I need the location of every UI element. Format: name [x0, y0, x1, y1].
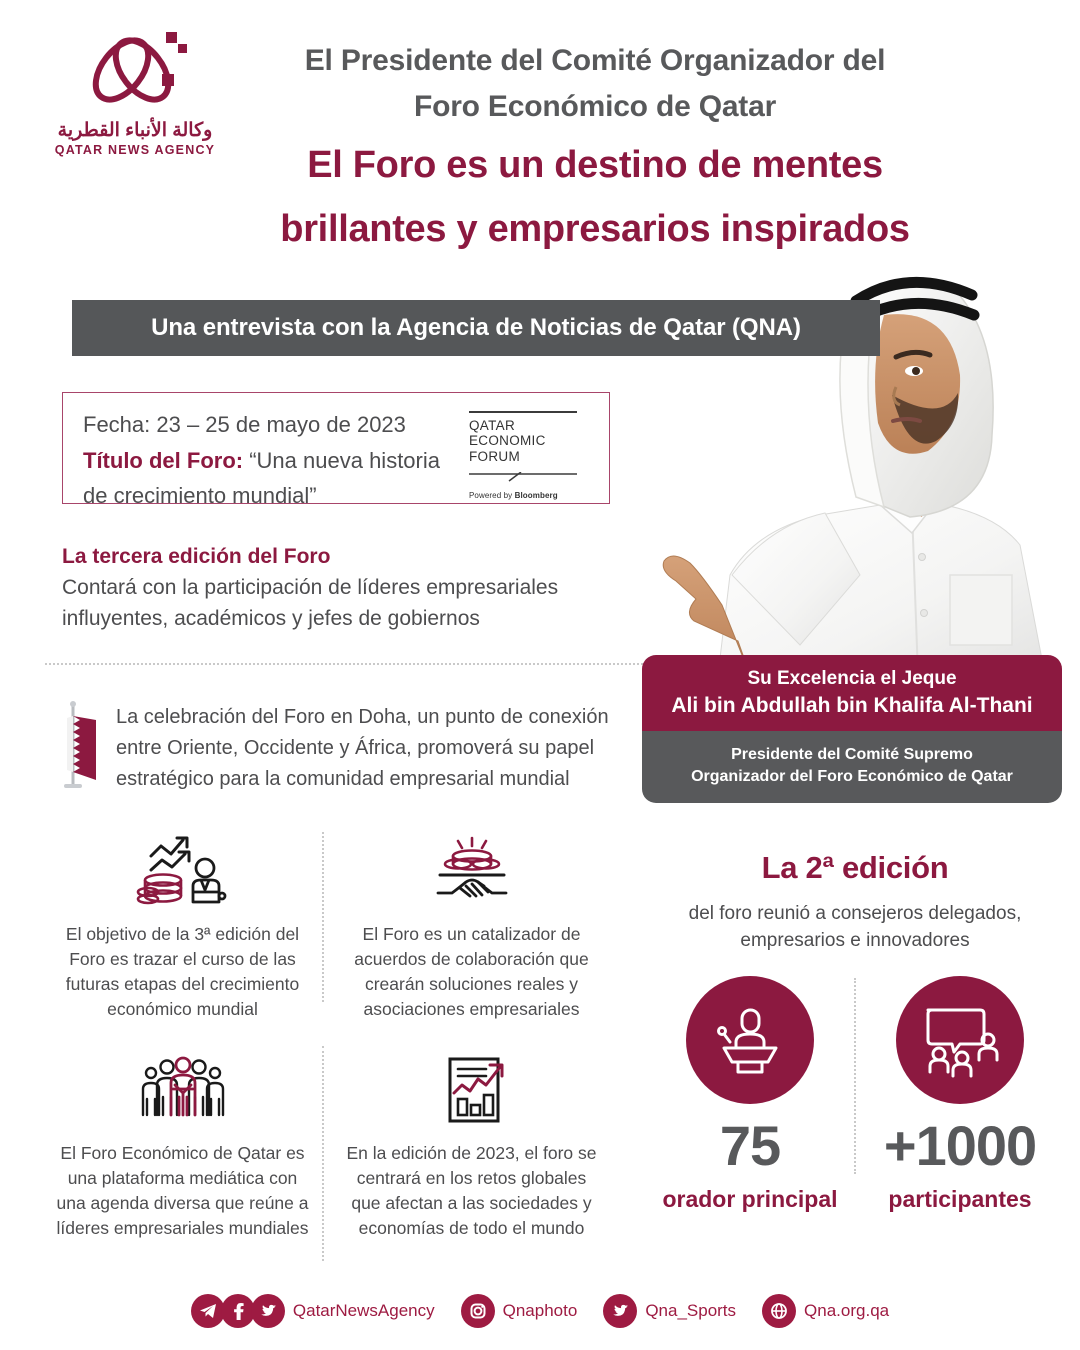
section-divider: [45, 663, 655, 665]
intro-title: La tercera edición del Foro: [62, 545, 331, 568]
qef-powered-by: [469, 491, 589, 500]
doha-note: [50, 700, 660, 795]
speaker-name-card: [642, 655, 1062, 803]
kicker-line-2: Foro Económico de Qatar: [413, 89, 777, 123]
telegram-icon[interactable]: [191, 1294, 225, 1328]
social-group-qnasports[interactable]: [603, 1294, 736, 1328]
stats-subtitle: del foro reunió a consejeros delegados, empresarios e innovadores: [688, 903, 1022, 952]
twitter-icon[interactable]: [251, 1294, 285, 1328]
social-label-qatarnewsagency[interactable]: QatarNewsAgency: [292, 1301, 435, 1320]
globe-icon[interactable]: [762, 1294, 796, 1328]
speaker-honorific: Su Excelencia el Jeque: [747, 668, 957, 689]
doha-note-text: [116, 700, 609, 795]
social-group-website[interactable]: [762, 1294, 889, 1328]
stat-speakers: [645, 976, 855, 1213]
qatar-economic-forum-logo: [469, 411, 589, 500]
podium-speaker-icon: [686, 976, 814, 1104]
presentation-audience-icon: [896, 976, 1024, 1104]
headline-line-1: El Foro es un destino de mentes: [307, 144, 883, 187]
speaker-role-line-1: Presidente del Comité Supremo: [731, 745, 973, 763]
interview-banner-text: Una entrevista con la Agencia de Noticias de Qatar (QNA): [151, 314, 801, 341]
social-label-website[interactable]: Qna.org.qa: [804, 1301, 890, 1320]
date-title-box: [62, 392, 610, 509]
qef-line-3: FORUM: [469, 449, 520, 465]
intro-body-line-2: influyentes, académicos y jefes de gobiernos: [62, 606, 480, 630]
feature-card-row-1: [38, 828, 616, 1021]
stats-title: La 2ª edición: [761, 850, 949, 885]
qef-rule-top: [469, 411, 577, 413]
stat-participants-label: participantes: [888, 1186, 1032, 1213]
header: [0, 0, 1080, 275]
interview-banner: [72, 300, 880, 356]
stats-divider: [854, 978, 856, 1174]
report-chart-icon: [345, 1051, 598, 1129]
feature-card-objective: [38, 828, 327, 1021]
intro-block: [62, 545, 652, 635]
header-text: [200, 38, 990, 257]
qef-powered-brand: Bloomberg: [514, 491, 558, 501]
stat-participants-number: +1000: [883, 1114, 1037, 1178]
speaker-card-top: [642, 655, 1062, 731]
twitter-icon[interactable]: [603, 1294, 637, 1328]
doha-note-line-3: estratégico para la comunidad empresarial mundial: [116, 768, 570, 790]
stats-row: [645, 976, 1065, 1213]
intro-body-line-1: Contará con la participación de líderes empresariales: [62, 576, 559, 599]
feature-card-objective-text: El objetivo de la 3ª edición del Foro es trazar el curso de las futuras etapas del crecimiento económico mundial: [65, 924, 300, 1019]
feature-card-challenges: [327, 1047, 616, 1240]
forum-date: Fecha: 23 – 25 de mayo de 2023: [83, 412, 406, 437]
qatar-flag-icon: [50, 700, 102, 792]
handshake-coins-icon: [345, 832, 598, 910]
forum-title-value-1: “Una nueva historia: [249, 447, 440, 473]
stats-panel: [645, 850, 1065, 1213]
speaker-name: Ali bin Abdullah bin Khalifa Al-Thani: [671, 693, 1033, 717]
people-group-icon: [56, 1051, 309, 1129]
feature-card-catalyst-text: El Foro es un catalizador de acuerdos de colaboración que crearán soluciones reales y asociaciones empresariales: [354, 924, 589, 1019]
social-label-qnaphoto[interactable]: Qnaphoto: [502, 1301, 578, 1320]
forum-title-label: Título del Foro:: [83, 447, 244, 473]
feature-card-platform: [38, 1047, 327, 1240]
growth-coins-icon: [56, 832, 309, 910]
speaker-card-bottom: [642, 731, 1062, 803]
social-group-qatarnewsagency[interactable]: [191, 1294, 435, 1328]
qef-powered-prefix: Powered by: [469, 491, 515, 501]
forum-title-value-2: de crecimiento mundial”: [83, 483, 317, 509]
qef-line-1: QATAR: [469, 417, 516, 433]
feature-cards: [38, 828, 616, 1241]
social-label-qnasports[interactable]: Qna_Sports: [645, 1301, 737, 1320]
kicker-line-1: El Presidente del Comité Organizador del: [304, 44, 886, 77]
doha-note-line-1: La celebración del Foro en Doha, un punto de conexión: [116, 706, 609, 728]
doha-note-line-2: entre Oriente, Occidente y África, promoverá su papel: [116, 737, 595, 759]
feature-card-row-2: [38, 1047, 616, 1240]
feature-card-platform-text: El Foro Económico de Qatar es una plataforma mediática con una agenda diversa que reúne a líderes empresariales mundiales: [56, 1143, 309, 1238]
stat-participants: [855, 976, 1065, 1213]
stat-speakers-label: orador principal: [662, 1186, 838, 1213]
instagram-icon[interactable]: [461, 1294, 495, 1328]
qef-name: [469, 418, 589, 466]
facebook-icon[interactable]: [221, 1294, 255, 1328]
qna-logo: [45, 22, 225, 157]
qef-line-2: ECONOMIC: [469, 433, 546, 449]
qna-atom-logo-icon: [70, 22, 200, 117]
stat-speakers-number: 75: [719, 1114, 781, 1178]
headline-line-2: brillantes y empresarios inspirados: [280, 208, 910, 251]
social-footer: [0, 1294, 1080, 1328]
qna-logo-english: QATAR NEWS AGENCY: [54, 143, 216, 157]
feature-card-catalyst: [327, 828, 616, 1021]
speaker-role-line-2: Organizador del Foro Económico de Qatar: [691, 768, 1013, 786]
feature-card-challenges-text: En la edición de 2023, el foro se centrará en los retos globales que afectan a las sociedades y economías de todo el mundo: [346, 1143, 597, 1238]
qef-rule-bottom: [469, 472, 577, 482]
qna-logo-arabic: وكالة الأنباء القطرية: [57, 120, 213, 141]
social-group-qnaphoto[interactable]: [461, 1294, 578, 1328]
